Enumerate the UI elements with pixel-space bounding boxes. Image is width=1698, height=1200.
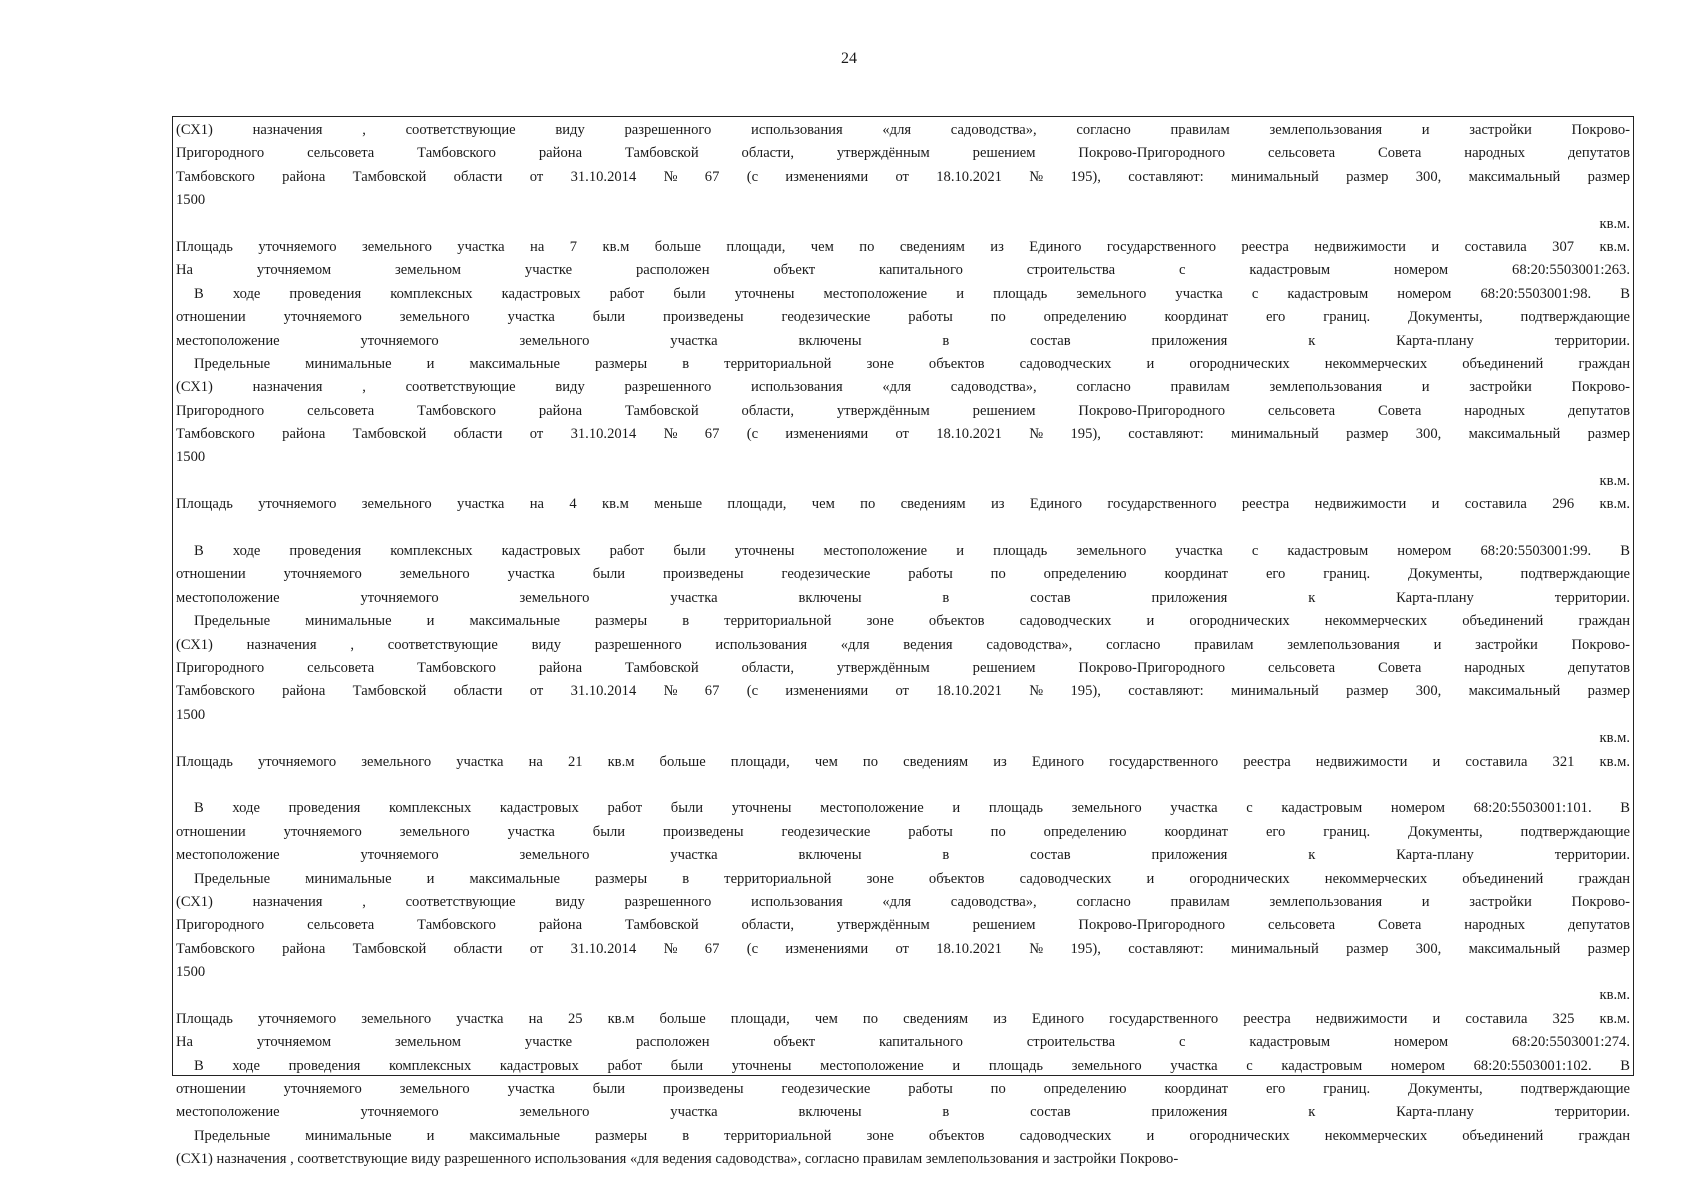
text-line: отношении уточняемого земельного участка были произведены геодезические работы по определению координат его границ. Документы, подтверждающие — [176, 566, 1630, 583]
text-line: Пригородного сельсовета Тамбовского района Тамбовской области, утверждённым решением Покрово-Пригородного сельсовета Совета народных депутатов — [176, 145, 1630, 162]
text-line: 1500 — [176, 706, 206, 723]
document-text-frame — [172, 116, 1634, 1168]
text-line: Пригородного сельсовета Тамбовского района Тамбовской области, утверждённым решением Покрово-Пригородного сельсовета Совета народных депутатов — [176, 917, 1630, 934]
text-line: (СХ1) назначения , соответствующие виду разрешенного использования «для ведения садоводства», согласно правилам землепользования и застройки Покрово- — [176, 636, 1630, 653]
paragraph-spacer — [176, 517, 1630, 540]
text-line: 1500 — [176, 449, 206, 466]
text-line: Площадь уточняемого земельного участка на 4 кв.м меньше площади, чем по сведениям из Единого государственного реестра недвижимости и составила 296 кв.м. — [176, 496, 1630, 513]
paragraph-spacer — [176, 774, 1630, 797]
text-line: Пригородного сельсовета Тамбовского района Тамбовской области, утверждённым решением Покрово-Пригородного сельсовета Совета народных депутатов — [176, 659, 1630, 676]
text-line: В ходе проведения комплексных кадастровых работ были уточнены местоположение и площадь земельного участка с кадастровым номером 68:20:5503001:99. В — [194, 543, 1630, 560]
text-line: В ходе проведения комплексных кадастровых работ были уточнены местоположение и площадь земельного участка с кадастровым номером 68:20:5503001:101. В — [194, 800, 1630, 817]
text-line: Площадь уточняемого земельного участка на 7 кв.м больше площади, чем по сведениям из Единого государственного реестра недвижимости и составила 307 кв.м. — [176, 238, 1630, 255]
text-line: местоположение уточняемого земельного участка включены в состав приложения к Карта-плану территории. — [176, 332, 1630, 349]
text-line: местоположение уточняемого земельного участка включены в состав приложения к Карта-плану территории. — [176, 847, 1630, 864]
text-line: отношении уточняемого земельного участка были произведены геодезические работы по определению координат его границ. Документы, подтверждающие — [176, 309, 1630, 326]
text-line: Предельные минимальные и максимальные размеры в территориальной зоне объектов садоводческих и огороднических некоммерческих объединений граждан — [194, 870, 1630, 887]
text-line: кв.м. — [1599, 987, 1630, 1004]
text-line: 1500 — [176, 964, 206, 981]
text-line: кв.м. — [1599, 215, 1630, 232]
text-line: Предельные минимальные и максимальные размеры в территориальной зоне объектов садоводческих и огороднических некоммерческих объединений граждан — [194, 355, 1630, 372]
text-line: Тамбовского района Тамбовской области от 31.10.2014 № 67 (с изменениями от 18.10.2021 № 195), составляют: минимальный размер 300, максимальный размер — [176, 426, 1630, 443]
text-line: Предельные минимальные и максимальные размеры в территориальной зоне объектов садоводческих и огороднических некоммерческих объединений граждан — [194, 1127, 1630, 1144]
text-line: На уточняемом земельном участке расположен объект капитального строительства с кадастровым номером 68:20:5503001:263. — [176, 262, 1630, 279]
text-line: 1500 — [176, 192, 206, 209]
text-line: (СХ1) назначения , соответствующие виду разрешенного использования «для садоводства», согласно правилам землепользования и застройки Покрово- — [176, 122, 1630, 138]
text-line: кв.м. — [1599, 472, 1630, 489]
text-line: (СХ1) назначения , соответствующие виду разрешенного использования «для ведения садоводства», согласно правилам землепользования и застройки Покрово- — [176, 1151, 1179, 1168]
text-line: отношении уточняемого земельного участка были произведены геодезические работы по определению координат его границ. Документы, подтверждающие — [176, 1081, 1630, 1098]
text-line: (СХ1) назначения , соответствующие виду разрешенного использования «для садоводства», согласно правилам землепользования и застройки Покрово- — [176, 893, 1630, 910]
text-line: местоположение уточняемого земельного участка включены в состав приложения к Карта-плану территории. — [176, 589, 1630, 606]
text-line: Тамбовского района Тамбовской области от 31.10.2014 № 67 (с изменениями от 18.10.2021 № 195), составляют: минимальный размер 300, максимальный размер — [176, 940, 1630, 957]
text-line: Тамбовского района Тамбовской области от 31.10.2014 № 67 (с изменениями от 18.10.2021 № 195), составляют: минимальный размер 300, максимальный размер — [176, 683, 1630, 700]
text-line: кв.м. — [1599, 730, 1630, 747]
text-line: Площадь уточняемого земельного участка на 21 кв.м больше площади, чем по сведениям из Единого государственного реестра недвижимости и составила 321 кв.м. — [176, 753, 1630, 770]
page-number: 24 — [841, 50, 857, 67]
text-line: Тамбовского района Тамбовской области от 31.10.2014 № 67 (с изменениями от 18.10.2021 № 195), составляют: минимальный размер 300, максимальный размер — [176, 168, 1630, 185]
text-line: В ходе проведения комплексных кадастровых работ были уточнены местоположение и площадь земельного участка с кадастровым номером 68:20:5503001:98. В — [194, 285, 1630, 302]
text-line: В ходе проведения комплексных кадастровых работ были уточнены местоположение и площадь земельного участка с кадастровым номером 68:20:5503001:102. В — [194, 1057, 1630, 1074]
text-line: отношении уточняемого земельного участка были произведены геодезические работы по определению координат его границ. Документы, подтверждающие — [176, 823, 1630, 840]
text-line: Пригородного сельсовета Тамбовского района Тамбовской области, утверждённым решением Покрово-Пригородного сельсовета Совета народных депутатов — [176, 402, 1630, 419]
document-body — [176, 119, 1630, 1172]
text-line: (СХ1) назначения , соответствующие виду разрешенного использования «для садоводства», согласно правилам землепользования и застройки Покрово- — [176, 379, 1630, 396]
text-line: На уточняемом земельном участке расположен объект капитального строительства с кадастровым номером 68:20:5503001:274. — [176, 1034, 1630, 1051]
text-line: Предельные минимальные и максимальные размеры в территориальной зоне объектов садоводческих и огороднических некоммерческих объединений граждан — [194, 613, 1630, 630]
text-line: Площадь уточняемого земельного участка на 25 кв.м больше площади, чем по сведениям из Единого государственного реестра недвижимости и составила 325 кв.м. — [176, 1010, 1630, 1027]
text-line: местоположение уточняемого земельного участка включены в состав приложения к Карта-плану территории. — [176, 1104, 1630, 1121]
